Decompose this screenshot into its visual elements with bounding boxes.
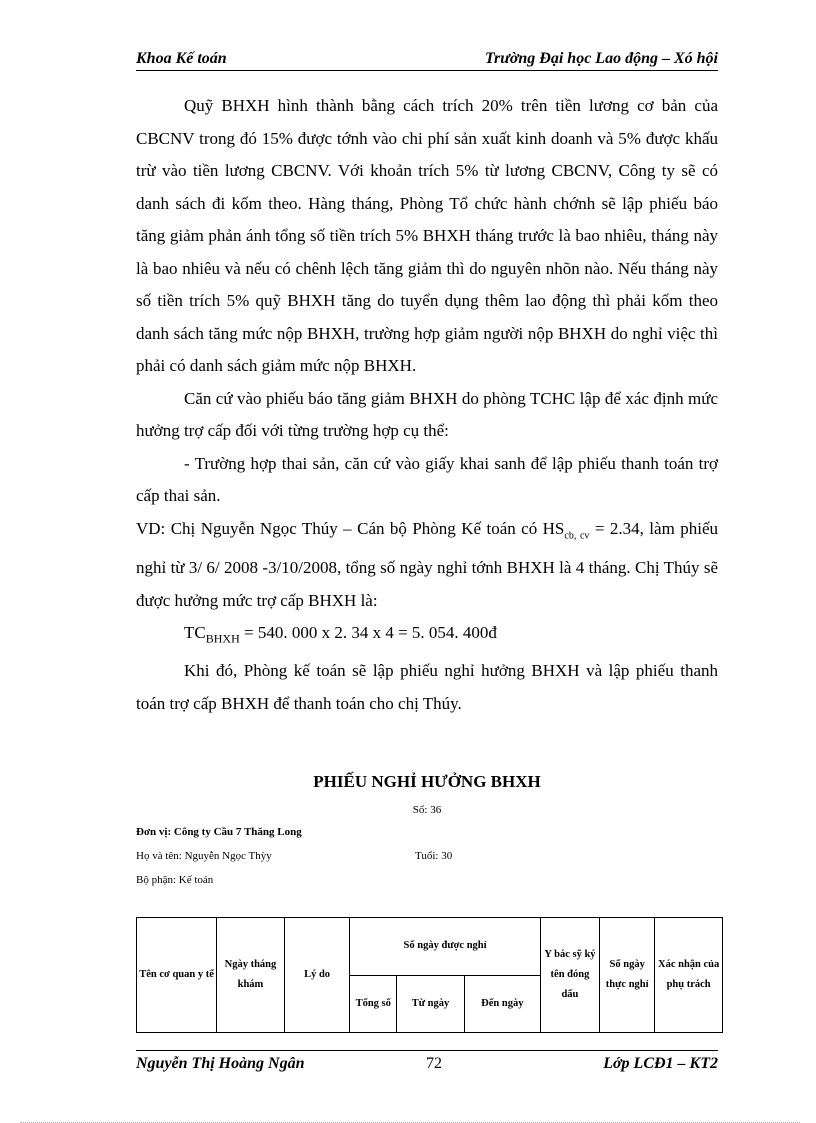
form-employee-name: Họ và tên: Nguyễn Ngọc Thỳy — [136, 850, 272, 862]
col-reason: Lý do — [284, 918, 350, 1033]
col-exam-date: Ngày tháng khám — [217, 918, 285, 1033]
footer-class: Lớp LCĐ1 – KT2 — [603, 1055, 718, 1072]
example-subscript: cb, cv — [564, 529, 590, 541]
formula-symbol: TC — [184, 623, 206, 643]
paragraph-conclusion: Khi đó, Phòng kế toán sẽ lập phiếu nghỉ hưởng BHXH và lập phiếu thanh toán trợ cấp BHXH để thanh toán cho chị Thúy. — [136, 661, 718, 713]
page-footer — [136, 1055, 718, 1077]
col-medical-agency: Tên cơ quan y tế — [137, 918, 217, 1033]
form-unit: Đơn vị: Công ty Cầu 7 Thăng Long — [136, 826, 302, 838]
col-doctor-signature: Y bác sỹ ký tên đóng dấu — [540, 918, 599, 1033]
form-department: Bộ phận: Kế toán — [136, 874, 214, 886]
col-actual-days: Số ngày thực nghỉ — [600, 918, 655, 1033]
form-employee-age: Tuổi: 30 — [415, 850, 453, 862]
paragraph-fund-formation: Quỹ BHXH hình thành bằng cách trích 20% trên tiền lương cơ bản của CBCNV trong đó 15% được tớnh vào chi phí sản xuất kinh doanh và 5% được khấu trừ vào tiền lương CBCNV. Với khoản trích 5% từ lương CBCNV, Công ty sẽ có danh sách đi kốm theo. Hàng tháng, Phòng Tổ chức hành chớnh sẽ lập phiếu báo tăng giảm phản ánh tổng số tiền trích 5% BHXH tháng trước là bao nhiêu, tháng này là bao nhiêu và nếu có chênh lệch tăng giảm thì do nguyên nhõn nào. Nếu tháng này số tiền trích 5% quỹ BHXH tăng do tuyển dụng thêm lao động thì phải kốm theo danh sách tăng mức nộp BHXH, trường hợp giảm người nộp BHXH do nghỉ việc thì phải có danh sách giảm mức nộp BHXH. — [136, 96, 718, 375]
footer-divider — [136, 1050, 718, 1051]
sick-leave-table — [136, 917, 723, 1033]
formula-subscript: BHXH — [205, 631, 240, 646]
col-supervisor-confirm: Xác nhận của phụ trách — [655, 918, 723, 1033]
formula-expression: = 540. 000 x 2. 34 x 4 = 5. 054. 400đ — [239, 623, 497, 643]
header-faculty: Khoa Kế toán — [136, 50, 227, 67]
page-header — [136, 50, 718, 70]
paragraph-basis: Căn cứ vào phiếu báo tăng giảm BHXH do phòng TCHC lập để xác định mức hưởng trợ cấp đối với từng trường hợp cụ thể: — [136, 388, 718, 440]
page-number: 72 — [426, 1055, 442, 1072]
col-total-days: Tổng số — [350, 975, 397, 1033]
form-number: Số: 36 — [412, 804, 442, 816]
form-title: PHIẾU NGHỈ HƯỞNG BHXH — [313, 772, 541, 791]
example-text-start: VD: Chị Nguyễn Ngọc Thúy – Cán bộ Phòng Kế toán có HS — [136, 518, 565, 538]
header-university: Trường Đại học Lao động – Xó hội — [484, 50, 718, 67]
col-from-date: Từ ngày — [397, 975, 465, 1033]
paragraph-maternity: - Trường hợp thai sản, căn cứ vào giấy khai sanh để lập phiếu thanh toán trợ cấp thai sản. — [136, 453, 718, 505]
example-text-end: = 2.34, làm phiếu nghỉ từ 3/ 6/ 2008 -3/10/2008, tổng số ngày nghỉ tớnh BHXH là 4 tháng. Chị Thúy sẽ được hưởng mức trợ cấp BHXH là: — [136, 518, 718, 610]
document-body — [136, 90, 718, 720]
col-group-leave-days: Số ngày được nghỉ — [350, 918, 540, 976]
paragraph-example — [136, 513, 718, 618]
col-to-date: Đến ngày — [464, 975, 540, 1033]
formula — [136, 617, 718, 655]
header-divider — [136, 70, 718, 71]
footer-author: Nguyễn Thị Hoàng Ngân — [136, 1055, 305, 1072]
